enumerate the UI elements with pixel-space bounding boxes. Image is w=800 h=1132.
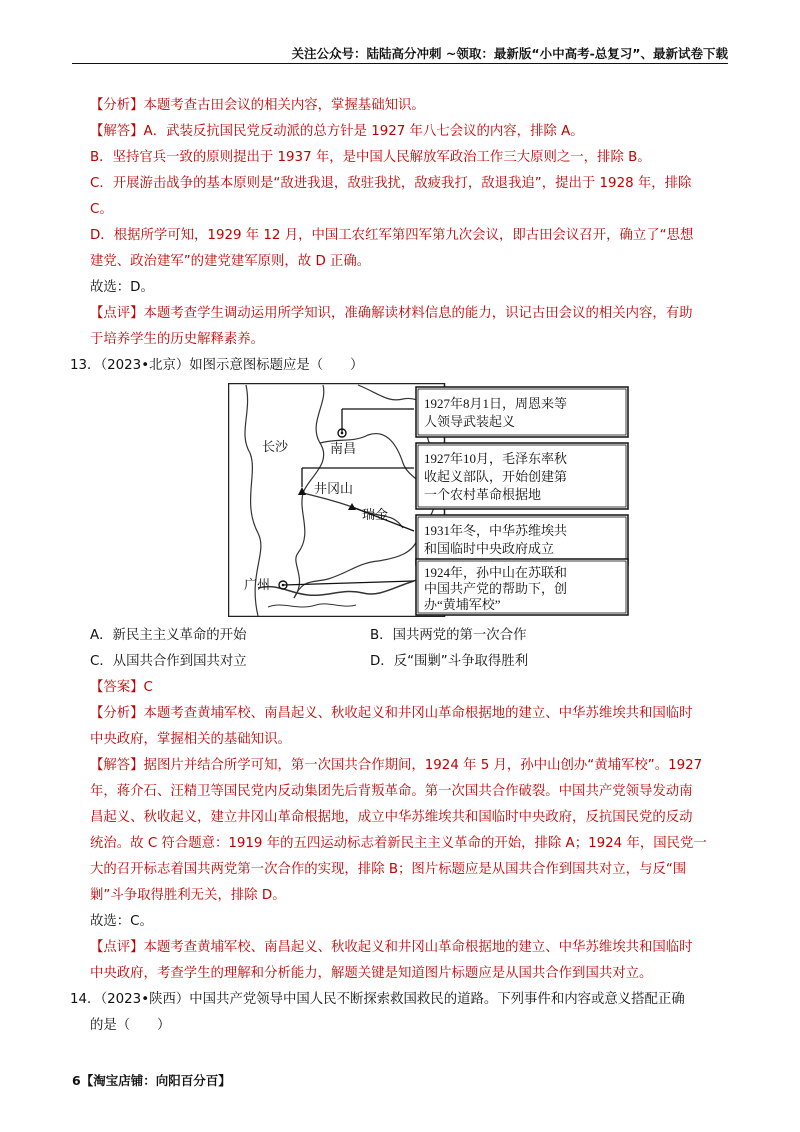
map-city-label: 瑞金	[362, 507, 389, 522]
q13-stem: 13．（2023•北京）如图示意图标题应是（ ）	[70, 358, 364, 373]
q13-option-b: B．国共两党的第一次合作	[370, 628, 527, 643]
q13-comment-line: 中央政府，考查学生的理解和分析能力，解题关键是知道图片标题应是从国共合作到国共对立。	[90, 966, 653, 981]
q13-solution-line: 【解答】据图片并结合所学可知，第一次国共合作期间，1924 年 5 月，孙中山创办“黄埔军校”。1927	[90, 758, 703, 773]
map-note-line: 中国共产党的帮助下，创	[424, 581, 568, 596]
map-svg	[228, 383, 630, 617]
q12-answer-b: B．坚持官兵一致的原则提出于 1937 年，是中国人民解放军政治工作三大原则之一，排除 B。	[90, 150, 651, 165]
q14-stem1: 14．（2023•陕西）中国共产党领导中国人民不断探索救国救民的道路。下列事件和内容或意义搭配正确	[70, 992, 685, 1007]
q13-analysis2: 中央政府，掌握相关的基础知识。	[90, 732, 291, 747]
q13-solution-line: 年，蒋介石、汪精卫等国民党内反动集团先后背叛革命。第一次国共合作破裂。中国共产党领导发动南	[90, 784, 693, 799]
q14-stem2: 的是（ ）	[90, 1018, 171, 1033]
q12-comment1: 【点评】本题考查学生调动运用所学知识，准确解读材料信息的能力，识记古田会议的相关内容，有助	[90, 306, 693, 321]
map-note-line: 一个农村革命根据地	[424, 487, 542, 502]
map-city-label: 广州	[244, 577, 271, 592]
map-note-line: 人领导武装起义	[424, 414, 516, 429]
q13-option-d: D．反“围剿”斗争取得胜利	[370, 654, 529, 669]
q13-option-a: A．新民主主义革命的开始	[90, 628, 247, 643]
q13-solution-line: 剿”斗争取得胜利无关，排除 D。	[90, 888, 286, 903]
q13-solution-line: 统治。故 C 符合题意：1919 年的五四运动标志着新民主主义革命的开始，排除 A；1924 年，国民党一	[90, 836, 707, 851]
map-note-line: 办“黄埔军校”	[424, 597, 501, 612]
q13-solution-line: 大的召开标志着国共两党第一次合作的实现，排除 B；图片标题应是从国共合作到国共对立，与反“围	[90, 862, 687, 877]
map-note-line: 1927年10月，毛泽东率秋	[424, 451, 568, 466]
map-note-line: 和国临时中央政府成立	[424, 541, 555, 556]
q12-answer-a: 【解答】A．武装反抗国民党反动派的总方针是 1927 年八七会议的内容，排除 A。	[90, 124, 584, 139]
q12-choice: 故选：D。	[90, 280, 154, 295]
q13-option-c: C．从国共合作到国共对立	[90, 654, 247, 669]
map-city-label: 长沙	[262, 439, 289, 454]
q12-answer-c2: C。	[90, 202, 113, 217]
map-city-label: 南昌	[330, 441, 357, 456]
q12-comment2: 于培养学生的历史解释素养。	[90, 332, 265, 347]
coastline	[268, 604, 356, 607]
q13-solution-line: 昌起义、秋收起义，建立井冈山革命根据地，成立中华苏维埃共和国临时中央政府，反抗国民党的反动	[90, 810, 693, 825]
page-content	[70, 93, 740, 1039]
q13-comment-line: 【点评】本题考查黄埔军校、南昌起义、秋收起义和井冈山革命根据地的建立、中华苏维埃共和国临时	[90, 940, 693, 955]
map-note-line: 1927年8月1日，周恩来等	[424, 396, 568, 411]
header-divider	[72, 63, 728, 64]
map-note-line: 1924年，孙中山在苏联和	[424, 565, 568, 580]
q12-answer-d2: 建党、政治建军”的建党建军原则，故 D 正确。	[90, 254, 371, 269]
map-note-line: 收起义部队，开始创建第	[424, 469, 568, 484]
q13-answer: 【答案】C	[90, 680, 153, 695]
q12-analysis: 【分析】本题考查古田会议的相关内容，掌握基础知识。	[90, 98, 425, 113]
page-header: 关注公众号：陆陆高分冲刺 ~领取：最新版“小中高考-总复习”、最新试卷下载	[291, 46, 728, 61]
q12-answer-c1: C．开展游击战争的基本原则是“敌进我退，敌驻我扰，敌疲我打，敌退我追”，提出于 1928 年，排除	[90, 176, 692, 191]
map-city-label: 井冈山	[314, 481, 354, 496]
page-footer: 6【淘宝店铺：向阳百分百】	[72, 1073, 231, 1088]
q12-answer-d1: D．根据所学可知，1929 年 12 月，中国工农红军第四军第九次会议，即古田会议召开，确立了“思想	[90, 228, 694, 243]
q13-analysis1: 【分析】本题考查黄埔军校、南昌起义、秋收起义和井冈山革命根据地的建立、中华苏维埃共和国临时	[90, 706, 693, 721]
map-note-line: 1931年冬，中华苏维埃共	[424, 523, 568, 538]
q13-options	[90, 623, 740, 675]
map-leader-line	[283, 581, 414, 585]
q13-choice: 故选：C。	[90, 914, 153, 929]
q13-map	[228, 383, 630, 617]
map-note-box	[416, 387, 628, 437]
